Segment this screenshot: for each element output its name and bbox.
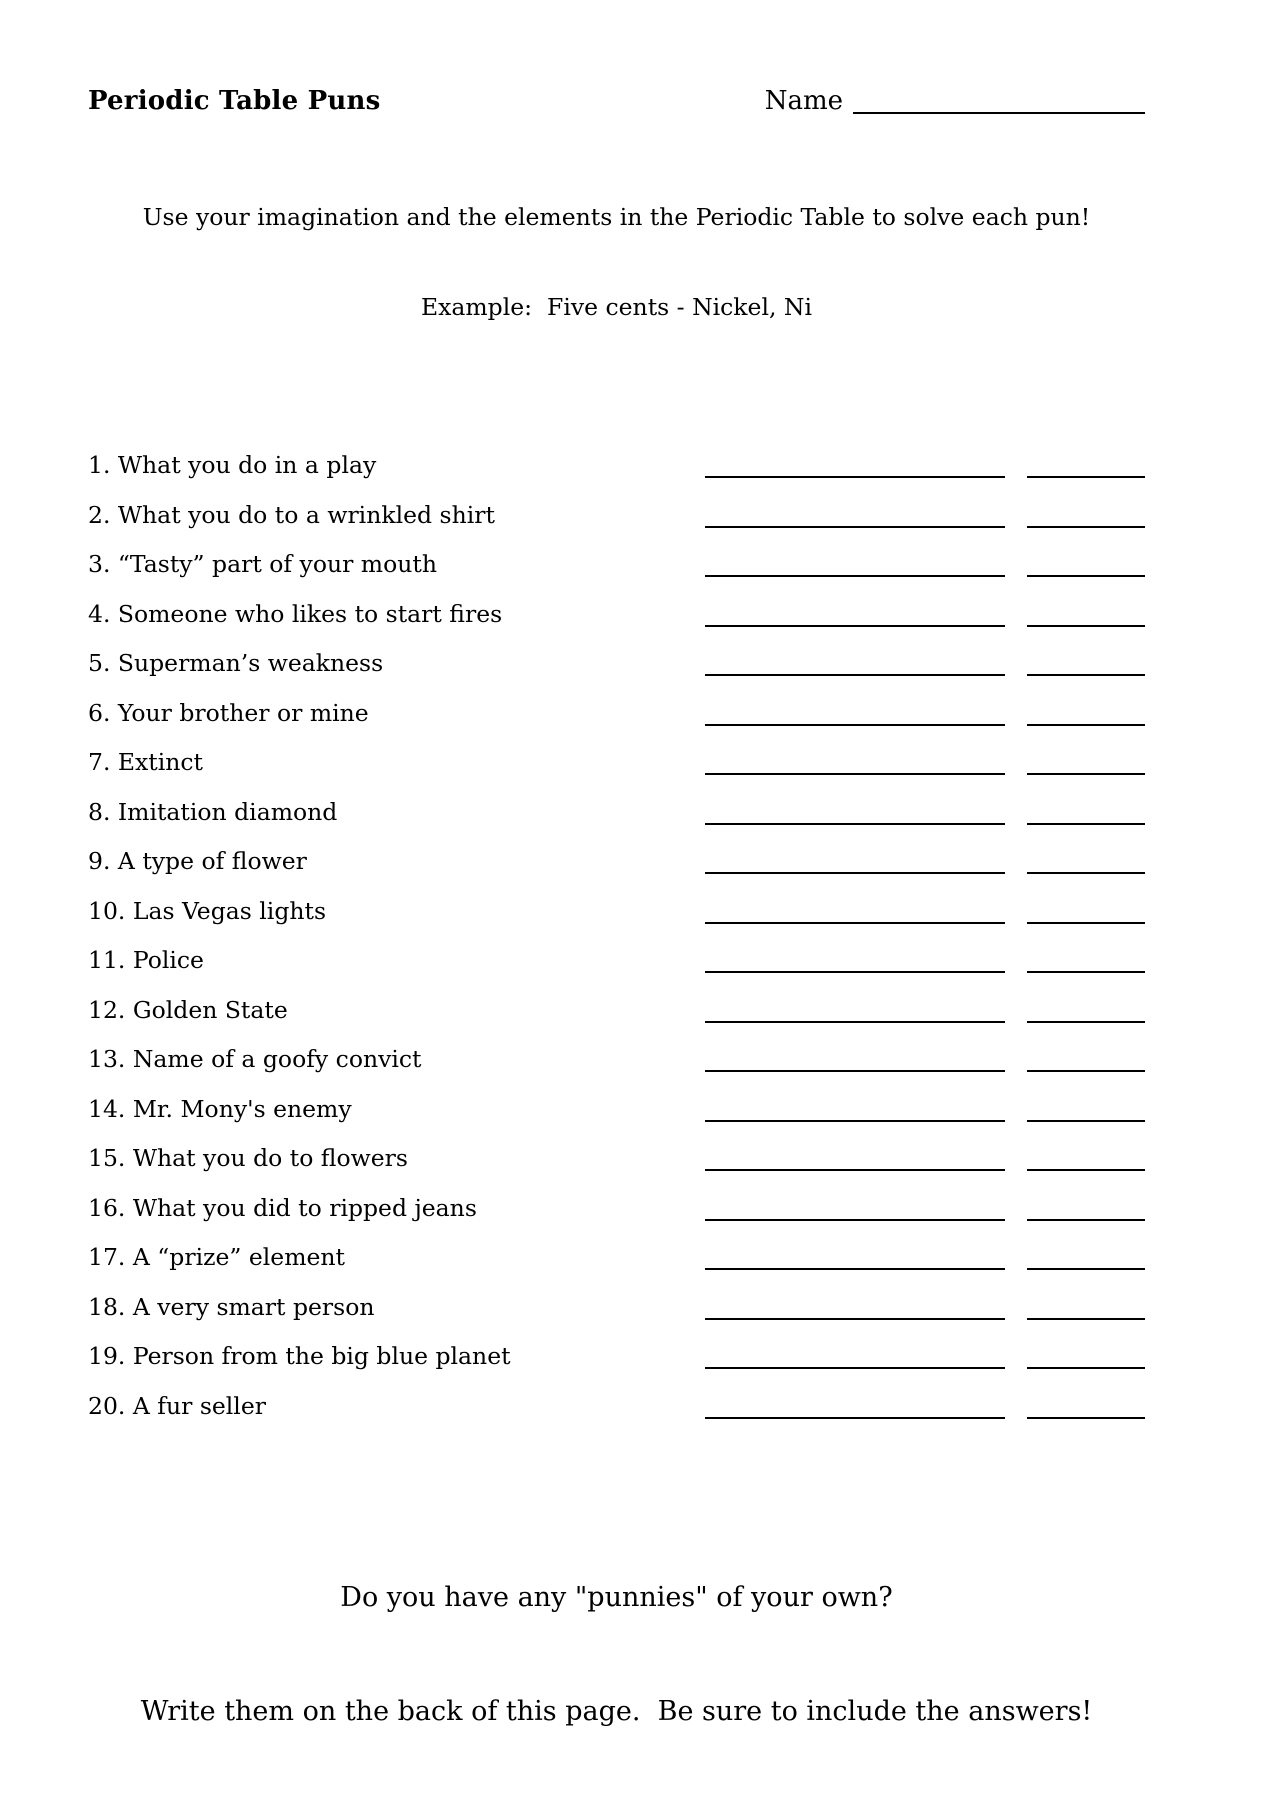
question-text: 17. A “prize” element [88,1243,345,1271]
question-row [88,896,1145,926]
answer-line-element-symbol[interactable] [1027,476,1145,478]
question-row [88,450,1145,480]
question-text: 11. Police [88,946,204,974]
answer-line-element-symbol[interactable] [1027,971,1145,973]
answer-blanks [705,1016,1145,1018]
question-row [88,1143,1145,1173]
header [88,86,1145,116]
answer-line-element-symbol[interactable] [1027,922,1145,924]
answer-line-element-name[interactable] [705,971,1005,973]
instructions [88,142,1145,382]
question-row [88,1193,1145,1223]
answer-blanks [705,1214,1145,1216]
answer-blanks [705,1115,1145,1117]
question-text: 12. Golden State [88,995,288,1024]
answer-blanks [705,521,1145,523]
question-text: 9. A type of flower [88,847,307,875]
answer-line-element-symbol[interactable] [1027,1169,1145,1171]
answer-line-element-name[interactable] [705,724,1005,726]
question-row [88,797,1145,827]
answer-blanks [705,917,1145,919]
answer-line-element-symbol[interactable] [1027,724,1145,726]
answer-line-element-name[interactable] [705,476,1005,478]
answer-blanks [705,1362,1145,1364]
question-text: 3. “Tasty” part of your mouth [88,550,437,578]
answer-line-element-name[interactable] [705,1318,1005,1320]
answer-line-element-name[interactable] [705,773,1005,775]
question-row [88,1391,1145,1421]
question-text: 4. Someone who likes to start fires [88,599,503,628]
answer-line-element-name[interactable] [705,1021,1005,1023]
question-row [88,549,1145,579]
answer-line-element-symbol[interactable] [1027,1268,1145,1270]
question-list [88,450,1145,1421]
question-text: 7. Extinct [88,748,203,776]
question-row [88,599,1145,629]
answer-line-element-symbol[interactable] [1027,526,1145,528]
question-text: 6. Your brother or mine [88,698,369,727]
answer-blanks [705,768,1145,770]
page-title: Periodic Table Puns [88,86,381,116]
question-text: 5. Superman’s weakness [88,649,384,677]
answer-line-element-name[interactable] [705,1070,1005,1072]
instructions-line-2: Example: Five cents - Nickel, Ni [420,293,812,321]
question-text: 13. Name of a goofy convict [88,1045,422,1073]
question-row [88,1242,1145,1272]
question-row [88,995,1145,1025]
answer-line-element-name[interactable] [705,872,1005,874]
question-row [88,698,1145,728]
question-row [88,1341,1145,1371]
answer-blanks [705,1164,1145,1166]
answer-blanks [705,1412,1145,1414]
question-text: 19. Person from the big blue planet [88,1342,511,1370]
answer-line-element-symbol[interactable] [1027,1417,1145,1419]
question-row [88,747,1145,777]
answer-line-element-name[interactable] [705,1219,1005,1221]
question-row [88,648,1145,678]
answer-line-element-name[interactable] [705,526,1005,528]
question-row [88,1044,1145,1074]
answer-blanks [705,1263,1145,1265]
answer-line-element-symbol[interactable] [1027,773,1145,775]
question-text: 2. What you do to a wrinkled shirt [88,500,495,529]
answer-blanks [705,818,1145,820]
question-text: 1. What you do in a play [88,451,377,479]
answer-line-element-symbol[interactable] [1027,1021,1145,1023]
question-text: 16. What you did to ripped jeans [88,1193,477,1222]
answer-blanks [705,669,1145,671]
answer-line-element-name[interactable] [705,1268,1005,1270]
footer-line-2: Write them on the back of this page. Be sure to include the answers! [140,1695,1093,1727]
answer-line-element-symbol[interactable] [1027,1367,1145,1369]
answer-line-element-name[interactable] [705,1169,1005,1171]
name-field [765,86,1145,116]
answer-blanks [705,867,1145,869]
question-row [88,500,1145,530]
answer-line-element-symbol[interactable] [1027,625,1145,627]
answer-blanks [705,620,1145,622]
question-row [88,1094,1145,1124]
footer [88,1503,1145,1807]
name-label: Name [764,86,843,116]
answer-blanks [705,719,1145,721]
question-row [88,945,1145,975]
footer-line-1: Do you have any "punnies" of your own? [340,1581,893,1613]
question-text: 8. Imitation diamond [88,797,338,826]
name-blank-line[interactable] [853,112,1145,114]
answer-line-element-name[interactable] [705,1417,1005,1419]
answer-line-element-symbol[interactable] [1027,1120,1145,1122]
question-row [88,1292,1145,1322]
answer-line-element-name[interactable] [705,674,1005,676]
question-text: 20. A fur seller [88,1391,266,1420]
answer-line-element-name[interactable] [705,922,1005,924]
answer-line-element-symbol[interactable] [1027,1070,1145,1072]
answer-line-element-name[interactable] [705,1120,1005,1122]
instructions-line-1: Use your imagination and the elements in the Periodic Table to solve each pun! [142,203,1091,231]
answer-blanks [705,570,1145,572]
answer-blanks [705,966,1145,968]
question-text: 15. What you do to flowers [88,1144,408,1172]
answer-blanks [705,1313,1145,1315]
answer-line-element-symbol[interactable] [1027,1219,1145,1221]
question-text: 10. Las Vegas lights [88,896,327,925]
answer-line-element-symbol[interactable] [1027,1318,1145,1320]
answer-line-element-name[interactable] [705,823,1005,825]
answer-line-element-name[interactable] [705,625,1005,627]
answer-blanks [705,471,1145,473]
answer-blanks [705,1065,1145,1067]
answer-line-element-symbol[interactable] [1027,575,1145,577]
question-row [88,846,1145,876]
answer-line-element-symbol[interactable] [1027,674,1145,676]
question-text: 14. Mr. Mony's enemy [88,1094,352,1123]
answer-line-element-name[interactable] [705,575,1005,577]
answer-line-element-symbol[interactable] [1027,823,1145,825]
answer-line-element-name[interactable] [705,1367,1005,1369]
question-text: 18. A very smart person [88,1292,375,1321]
answer-line-element-symbol[interactable] [1027,872,1145,874]
